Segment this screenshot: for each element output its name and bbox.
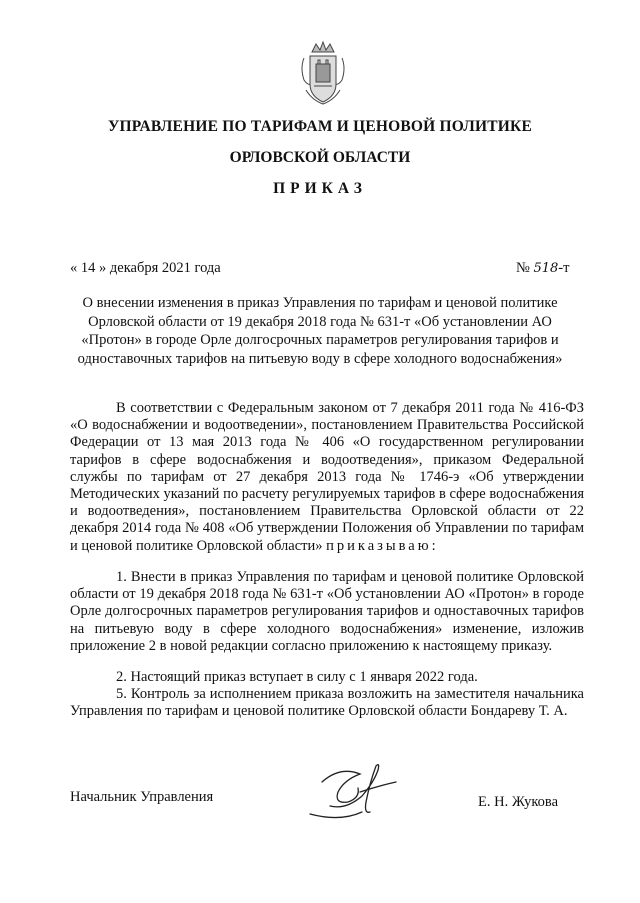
document-number bbox=[516, 260, 569, 277]
clause-1: 1. Внести в приказ Управления по тарифам и ценовой политике Орловской области от 19 декабря 2018 года № 631-т «Об установлении АО «Протон» в городе Орле долгосрочных параметров регулирования тарифов и одноставочных тарифов на питьевую воду в сфере холодного водоснабжения» изменение, изложив приложение 2 в новой редакции согласно приложению к настоящему приказу. bbox=[70, 569, 584, 654]
preamble-paragraph bbox=[70, 400, 584, 555]
document-subject: О внесении изменения в приказ Управления по тарифам и ценовой политике Орловской области от 19 декабря 2018 года № 631-т «Об установлении АО «Протон» в городе Орле долгосрочных параметров регулирования тарифов и одноставочных тарифов на питьевую воду в сфере холодного водоснабжения» bbox=[77, 295, 563, 367]
signatory-name: Е. Н. Жукова bbox=[478, 794, 559, 810]
document-date: « 14 » декабря 2021 года bbox=[70, 260, 221, 276]
coat-of-arms-icon bbox=[298, 40, 348, 106]
number-suffix: -т bbox=[558, 260, 570, 276]
clause-5: 5. Контроль за исполнением приказа возложить на заместителя начальника Управления по тарифам и ценовой политике Орловской области Бондареву Т. А. bbox=[70, 686, 584, 720]
number-handwritten: 518 bbox=[533, 261, 559, 276]
clause-2: 2. Настоящий приказ вступает в силу с 1 января 2022 года. bbox=[116, 669, 478, 685]
signature-icon bbox=[300, 752, 420, 832]
order-word: приказываю: bbox=[326, 537, 439, 554]
document-type-title: ПРИКАЗ bbox=[273, 180, 367, 197]
organization-name: УПРАВЛЕНИЕ ПО ТАРИФАМ И ЦЕНОВОЙ ПОЛИТИКЕ bbox=[107, 118, 533, 135]
number-prefix: № bbox=[516, 260, 530, 276]
handwritten-signature bbox=[300, 752, 420, 832]
signatory-position: Начальник Управления bbox=[70, 789, 214, 805]
preamble-text: В соответствии с Федеральным законом от 7 декабря 2011 года № 416-ФЗ «О водоснабжении и водоотведении», постановлением Правительства Российской Федерации от 13 мая 2013 года № 406 «О государственном регулировании тарифов в сфере водоснабжения и водоотведения», приказом Федеральной службы по тарифам от 27 декабря 2013 года № 1746-э «Об утверждении Методических указаний по расчету регулируемых тарифов в сфере водоснабжения и водоотведения», постановлением Правительства Орловской области от 22 декабря 2014 года № 408 «Об утверждении Положения об Управлении по тарифам и ценовой политике Орловской области» bbox=[70, 400, 584, 554]
organization-region: ОРЛОВСКОЙ ОБЛАСТИ bbox=[229, 149, 411, 166]
coat-of-arms-emblem bbox=[298, 40, 348, 106]
